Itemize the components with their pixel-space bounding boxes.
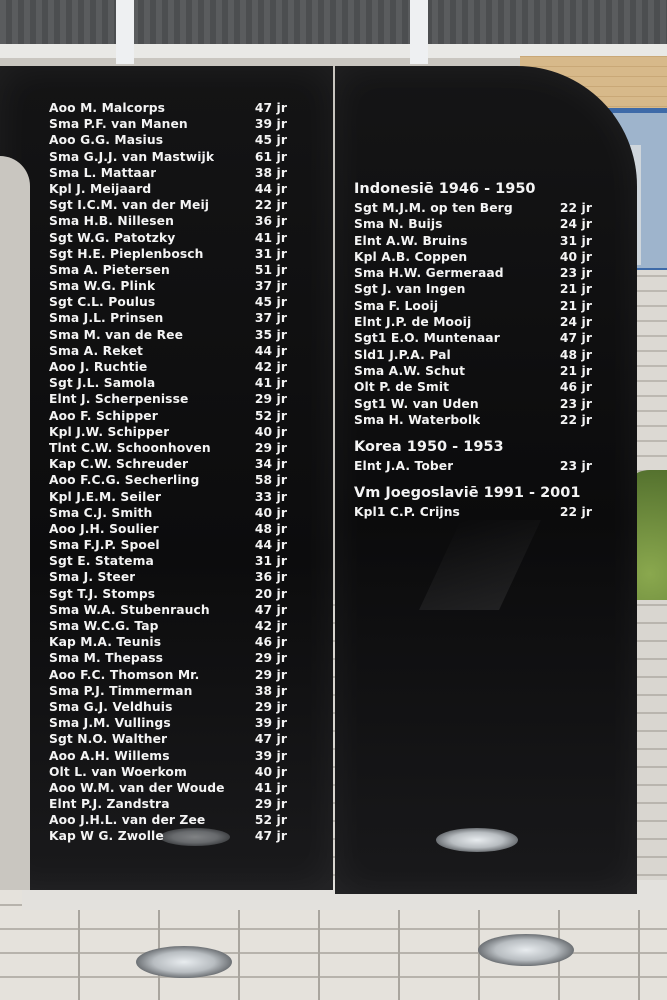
entry-name: Sma J. Steer — [49, 570, 136, 585]
name-entry — [49, 569, 287, 585]
name-entry — [49, 667, 287, 683]
entry-age: 40 jr — [559, 249, 592, 264]
entry-name: Sma J.M. Vullings — [49, 716, 171, 731]
entry-age: 29 jr — [254, 797, 287, 812]
entry-age: 40 jr — [254, 505, 287, 520]
entry-name: Sma P.J. Timmerman — [49, 683, 193, 698]
names-list-left — [49, 100, 287, 845]
name-entry — [49, 650, 287, 666]
name-entry — [49, 440, 287, 456]
name-entry — [354, 396, 592, 412]
name-entry — [49, 764, 287, 780]
entry-name: Sld1 J.P.A. Pal — [354, 347, 451, 362]
entry-age: 38 jr — [254, 165, 287, 180]
entry-age: 42 jr — [254, 360, 287, 374]
entry-age: 20 jr — [254, 586, 287, 601]
flag-pole-right — [410, 0, 428, 64]
entry-name: Kap W G. Zwolle — [49, 829, 164, 844]
entry-age: 44 jr — [254, 343, 287, 358]
entry-age: 29 jr — [254, 667, 287, 682]
entry-age: 44 jr — [254, 181, 287, 196]
entry-name: Kpl J.W. Schipper — [49, 424, 170, 439]
name-entry — [49, 149, 287, 165]
entry-age: 41 jr — [254, 780, 287, 795]
entry-age: 22 jr — [559, 505, 592, 520]
entry-age: 47 jr — [254, 602, 287, 617]
entry-name: Elnt A.W. Bruins — [354, 233, 468, 248]
name-entry — [49, 748, 287, 764]
entry-name: Aoo J.H.L. van der Zee — [49, 813, 206, 828]
name-entry — [354, 249, 592, 265]
entry-age: 46 jr — [559, 380, 592, 395]
entry-age: 21 jr — [559, 363, 592, 378]
entry-age: 29 jr — [254, 699, 287, 714]
name-entry — [49, 521, 287, 537]
entry-age: 29 jr — [254, 440, 287, 455]
entry-name: Elnt J.A. Tober — [354, 459, 454, 474]
name-entry — [49, 489, 287, 505]
entry-age: 48 jr — [254, 521, 287, 536]
name-entry — [49, 116, 287, 132]
name-entry — [49, 553, 287, 569]
entry-name: Aoo G.G. Masius — [49, 133, 164, 148]
entry-age: 40 jr — [254, 424, 287, 439]
entry-name: Sma M. van de Ree — [49, 327, 184, 342]
flag-pole-left — [116, 0, 134, 64]
entry-age: 45 jr — [254, 133, 287, 148]
name-entry — [49, 165, 287, 181]
entry-age: 58 jr — [254, 473, 287, 488]
entry-name: Elnt J.P. de Mooij — [354, 315, 472, 330]
entry-age: 52 jr — [254, 813, 287, 828]
entry-name: Sgt H.E. Pieplenbosch — [49, 246, 204, 261]
entry-name: Kpl J.E.M. Seiler — [49, 489, 162, 504]
name-entry — [354, 330, 592, 346]
entry-name: Sgt W.G. Patotzky — [49, 230, 176, 245]
name-entry — [354, 379, 592, 395]
entry-name: Sgt J. van Ingen — [354, 282, 466, 297]
name-entry — [49, 359, 287, 375]
name-entry — [49, 343, 287, 359]
entry-name: Olt L. van Woerkom — [49, 764, 187, 779]
entry-name: Sma L. Mattaar — [49, 165, 157, 180]
entry-name: Sma G.J.J. van Mastwijk — [49, 149, 215, 164]
name-entry — [49, 505, 287, 521]
name-entry — [49, 408, 287, 424]
entry-age: 41 jr — [254, 376, 287, 391]
name-entry — [49, 602, 287, 618]
name-entry — [354, 200, 592, 216]
entry-name: Sma J.L. Prinsen — [49, 311, 164, 326]
entry-age: 34 jr — [254, 457, 287, 472]
entry-name: Sgt J.L. Samola — [49, 376, 156, 391]
entry-age: 39 jr — [254, 716, 287, 731]
entry-name: Sma C.J. Smith — [49, 505, 153, 520]
entry-age: 38 jr — [254, 683, 287, 698]
name-entry — [49, 262, 287, 278]
name-entry — [49, 278, 287, 294]
name-entry — [49, 132, 287, 148]
entry-name: Sma A.W. Schut — [354, 363, 466, 378]
entry-age: 21 jr — [559, 282, 592, 297]
entry-age: 48 jr — [559, 347, 592, 362]
entry-name: Kpl A.B. Coppen — [354, 249, 468, 264]
entry-age: 47 jr — [254, 732, 287, 747]
entry-name: Aoo F.C. Thomson Mr. — [49, 667, 200, 682]
entry-name: Aoo M. Malcorps — [49, 101, 166, 115]
entry-name: Sgt1 W. van Uden — [354, 396, 479, 411]
entry-age: 24 jr — [559, 315, 592, 330]
entry-age: 37 jr — [254, 311, 287, 326]
name-entry — [49, 683, 287, 699]
name-entry — [49, 327, 287, 343]
name-entry — [49, 796, 287, 812]
name-entry — [354, 314, 592, 330]
name-entry — [49, 812, 287, 828]
name-entry — [49, 715, 287, 731]
entry-name: Sma N. Buijs — [354, 217, 443, 232]
name-entry — [49, 780, 287, 796]
entry-name: Olt P. de Smit — [354, 380, 450, 395]
ground-lamp — [436, 828, 518, 852]
entry-age: 35 jr — [254, 327, 287, 342]
name-entry — [49, 294, 287, 310]
entry-name: Kpl1 C.P. Crijns — [354, 505, 460, 520]
entry-age: 36 jr — [254, 214, 287, 229]
entry-age: 22 jr — [559, 201, 592, 215]
name-entry — [354, 347, 592, 363]
name-entry — [49, 375, 287, 391]
entry-name: Sgt E. Statema — [49, 554, 154, 569]
entry-name: Sma F. Looij — [354, 298, 439, 313]
roof-tiles — [0, 0, 667, 48]
entry-name: Sma H.B. Nillesen — [49, 214, 174, 229]
entry-name: Sgt C.L. Poulus — [49, 295, 156, 310]
entry-name: Sgt I.C.M. van der Meij — [49, 198, 210, 213]
entry-name: Sma W.G. Plink — [49, 279, 156, 294]
entry-name: Sgt M.J.M. op ten Berg — [354, 201, 513, 215]
name-entry — [354, 363, 592, 379]
entry-age: 42 jr — [254, 619, 287, 633]
ground-lamp — [136, 946, 232, 978]
entry-name: Kap M.A. Teunis — [49, 635, 162, 650]
entry-age: 41 jr — [254, 230, 287, 245]
entry-age: 37 jr — [254, 279, 287, 294]
entry-age: 46 jr — [254, 635, 287, 650]
entry-age: 40 jr — [254, 764, 287, 779]
name-entry — [354, 504, 592, 520]
name-entry — [49, 310, 287, 326]
entry-age: 31 jr — [254, 246, 287, 261]
entry-age: 24 jr — [559, 217, 592, 232]
entry-age: 39 jr — [254, 117, 287, 132]
name-entry — [49, 456, 287, 472]
section-title: Korea 1950 - 1953 — [354, 439, 504, 456]
name-entry — [354, 412, 592, 428]
ground-lamp — [478, 934, 574, 966]
names-list-right — [354, 178, 592, 521]
entry-name: Aoo J. Ruchtie — [49, 360, 148, 374]
entry-name: Elnt P.J. Zandstra — [49, 797, 170, 812]
entry-age: 23 jr — [559, 396, 592, 411]
name-entry — [49, 181, 287, 197]
entry-age: 44 jr — [254, 538, 287, 553]
name-entry — [49, 618, 287, 634]
entry-age: 31 jr — [254, 554, 287, 569]
entry-name: Sma W.C.G. Tap — [49, 619, 159, 633]
entry-age: 47 jr — [254, 829, 287, 844]
section-gap — [354, 474, 592, 482]
entry-name: Aoo W.M. van der Woude — [49, 780, 225, 795]
name-entry — [49, 586, 287, 602]
entry-name: Sma M. Thepass — [49, 651, 164, 666]
name-entry — [49, 472, 287, 488]
entry-age: 29 jr — [254, 651, 287, 666]
name-entry — [49, 230, 287, 246]
entry-age: 23 jr — [559, 459, 592, 474]
entry-age: 45 jr — [254, 295, 287, 310]
entry-name: Sgt N.O. Walther — [49, 732, 168, 747]
entry-name: Sma P.F. van Manen — [49, 117, 188, 132]
entry-age: 21 jr — [559, 298, 592, 313]
name-entry — [49, 731, 287, 747]
entry-age: 33 jr — [254, 489, 287, 504]
name-entry — [354, 458, 592, 474]
name-entry — [49, 828, 287, 844]
name-entry — [49, 197, 287, 213]
entry-name: Sma W.A. Stubenrauch — [49, 602, 210, 617]
entry-name: Aoo F. Schipper — [49, 408, 158, 423]
entry-age: 47 jr — [559, 331, 592, 346]
name-entry — [49, 634, 287, 650]
name-entry — [49, 100, 287, 116]
entry-name: Sma G.J. Veldhuis — [49, 699, 173, 714]
entry-name: Sgt1 E.O. Muntenaar — [354, 331, 500, 346]
entry-name: Elnt J. Scherpenisse — [49, 392, 189, 407]
entry-name: Sma F.J.P. Spoel — [49, 538, 160, 553]
name-entry — [49, 213, 287, 229]
section-title: Vm Joegoslaviē 1991 - 2001 — [354, 485, 581, 502]
entry-name: Sma H.W. Germeraad — [354, 266, 504, 281]
name-entry — [49, 699, 287, 715]
entry-name: Sgt T.J. Stomps — [49, 586, 156, 601]
entry-age: 29 jr — [254, 392, 287, 407]
entry-name: Aoo F.C.G. Secherling — [49, 473, 200, 488]
name-entry — [354, 233, 592, 249]
name-entry — [354, 216, 592, 232]
entry-age: 52 jr — [254, 408, 287, 423]
entry-age: 36 jr — [254, 570, 287, 585]
entry-name: Sma A. Pietersen — [49, 262, 170, 277]
name-entry — [354, 281, 592, 297]
entry-age: 23 jr — [559, 266, 592, 281]
entry-age: 31 jr — [559, 233, 592, 248]
name-entry — [354, 298, 592, 314]
entry-name: Sma A. Reket — [49, 343, 144, 358]
entry-age: 61 jr — [254, 149, 287, 164]
entry-age: 51 jr — [254, 262, 287, 277]
section-title: Indonesiē 1946 - 1950 — [354, 181, 536, 197]
entry-name: Kap C.W. Schreuder — [49, 457, 189, 472]
entry-name: Sma H. Waterbolk — [354, 412, 481, 427]
name-entry — [354, 265, 592, 281]
entry-name: Aoo J.H. Soulier — [49, 521, 159, 536]
entry-name: Aoo A.H. Willems — [49, 748, 170, 763]
name-entry — [49, 537, 287, 553]
entry-age: 39 jr — [254, 748, 287, 763]
section-gap — [354, 428, 592, 436]
entry-age: 22 jr — [559, 412, 592, 427]
entry-age: 22 jr — [254, 198, 287, 213]
name-entry — [49, 391, 287, 407]
entry-age: 47 jr — [254, 101, 287, 115]
entry-name: Tlnt C.W. Schoonhoven — [49, 440, 211, 455]
entry-name: Kpl J. Meijaard — [49, 181, 152, 196]
name-entry — [49, 424, 287, 440]
name-entry — [49, 246, 287, 262]
